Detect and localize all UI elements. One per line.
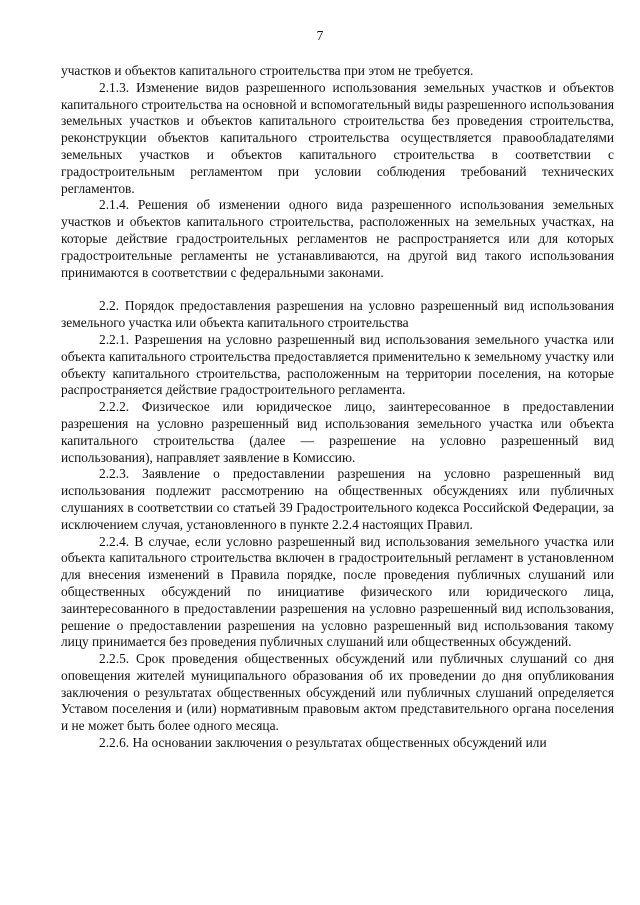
paragraph-2-2-2: 2.2.2. Физическое или юридическое лицо, заинтересованное в предоставлении разрешения на условно разрешенный вид использования земельного участка или объекта капитального строительства (далее — разрешение на условно разрешенный вид использования), направляет заявление в Комиссию.	[61, 399, 614, 465]
paragraph-2-1-3: 2.1.3. Изменение видов разрешенного использования земельных участков и объектов капитального строительства на основной и вспомогательный виды разрешенного использования земельных участков и объектов капитального строительства без проведения строительства, реконструкции объектов капитального строительства осуществляется правообладателями земельных участков и объектов капитального строительства в соответствии с градостроительным регламентом при условии соблюдения требований технических регламентов.	[61, 79, 614, 196]
page-number: 7	[316, 28, 324, 43]
page-body	[61, 63, 614, 752]
paragraph-2-2-4: 2.2.4. В случае, если условно разрешенный вид использования земельного участка или объекта капитального строительства включен в градостроительный регламент в установленном для внесения изменений в Правила порядке, после проведения публичных слушаний или общественных обсуждений по инициативе физического или юридического лица, заинтересованного в предоставлении разрешения на условно разрешенный вид использования, решение о предоставлении разрешения на условно разрешенный вид использования такому лицу принимается без проведения публичных слушаний или общественных обсуждений.	[61, 533, 614, 650]
paragraph-2-2-1: 2.2.1. Разрешения на условно разрешенный вид использования земельного участка или объекта капитального строительства предоставляется применительно к земельному участку или объекту капитального строительства, расположенным на территории поселения, на которые распространяется действие градостроительного регламента.	[61, 331, 614, 398]
section-heading-2-2: 2.2. Порядок предоставления разрешения на условно разрешенный вид использования земельного участка или объекта капитального строительства	[61, 298, 614, 331]
paragraph-2-2-5: 2.2.5. Срок проведения общественных обсуждений или публичных слушаний со дня оповещения жителей муниципального образования об их проведении до дня опубликования заключения о результатах общественных обсуждений или публичных слушаний определяется Уставом поселения и (или) нормативным правовым актом представительного органа поселения и не может быть более одного месяца.	[61, 651, 614, 734]
section-gap	[61, 281, 614, 298]
paragraph-continuation: участков и объектов капитального строительства при этом не требуется.	[61, 63, 474, 78]
paragraph-2-1-4: 2.1.4. Решения об изменении одного вида разрешенного использования земельных участков и объектов капитального строительства, расположенных на земельных участках, на которые действие градостроительных регламентов не распространяется или для которых градостроительные регламенты не устанавливаются, на другой вид такого использования принимаются в соответствии с федеральными законами.	[61, 197, 614, 280]
paragraph-2-2-6: 2.2.6. На основании заключения о результатах общественных обсуждений или	[99, 735, 547, 751]
paragraph-2-2-3: 2.2.3. Заявление о предоставлении разрешения на условно разрешенный вид использования подлежит рассмотрению на общественных обсуждениях или публичных слушаниях в соответствии со статьей 39 Градостроительного кодекса Российской Федерации, за исключением случая, установленного в пункте 2.2.4 настоящих Правил.	[61, 466, 614, 532]
